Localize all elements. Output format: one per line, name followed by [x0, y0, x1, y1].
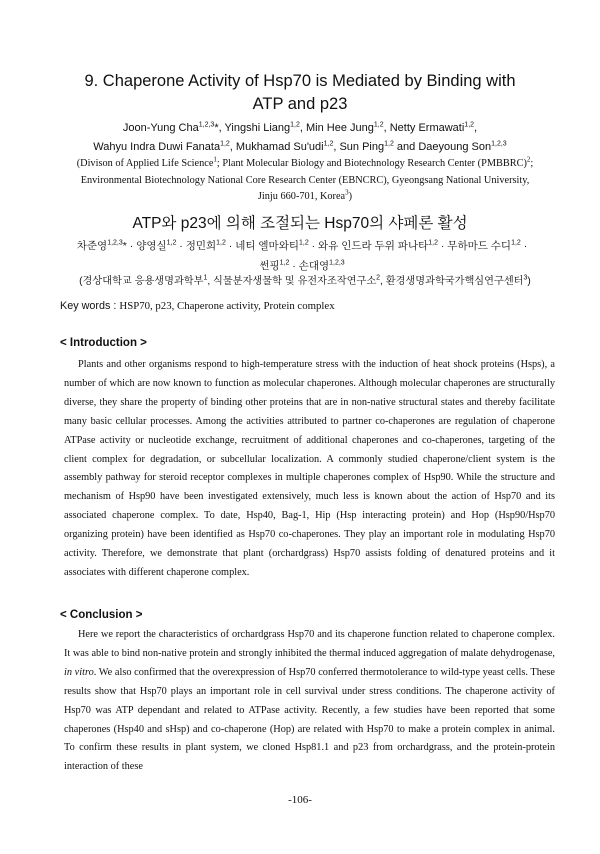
- affiliation-block: (Divison of Applied Life Science$^1$; Plant Molecular Biology and Biotechnology Research Center (PMBBRC)$^2$; Environmental Biotechnology National Core Research Center (EBNCRC), Gyeongsang National University, Jinju 660-701, Korea$^3$): [76, 155, 534, 202]
- korean-title: ATP와 p23에 의해 조절되는 Hsp70의 샤페론 활성: [132, 215, 468, 232]
- keywords-label: Key words :: [60, 300, 120, 312]
- conclusion-paragraph: Here we report the characteristics of orchardgrass Hsp70 and its chaperone function related to chaperone complex. It was able to bind non-native protein and strongly inhibited the thermal induced aggregation of malate dehydrogenase, in vitro. We also confirmed that the overexpression of Hsp70 conferred thermotolerance to wild-type yeast cells. These results show that Hsp70 plays an important role in cell survival under stress conditions. The chaperone activity of Hsp70 was ATP dependant and related to ATPase activity. Recently, a few studies have been reported that some chaperones (Hsp40 and sHsp) and co-chaperone (Hop) are related with Hsp70 to make a protein complex in animal. To confirm these results in plant system, we cloned Hsp81.1 and p23 from orchardgrass, and the protein-protein interaction of these: [64, 629, 555, 773]
- keywords-line: [60, 300, 335, 312]
- author-list: Joon-Yung Cha$^{1,2,3}$*, Yingshi Liang$^{1,2}$, Min Hee Jung$^{1,2}$, Netty Ermawati$^{1,2}$, Wahyu Indra Duwi Fanata$^{1,2}$, Mukhamad Su'udi$^{1,2}$, Sun Ping$^{1,2}$ and Daeyoung Son$^{1,2,3}$: [93, 121, 507, 153]
- introduction-paragraph: Plants and other organisms respond to high-temperature stress with the induction of heat shock proteins (Hsps), a number of which are now known to function as molecular chaperones. Although molecular chaperones are structurally diverse, they share the property of binding other proteins that are in non-native structural states and thereby facilitate many basic cellular processes. Among the activities attributed to partner co-chaperones are regulation of chaperone ATPase activity or nucleotide exchange, recruitment of additional chaperones and co-chaperones, targeting of the client complex for degradation, or subcellular localization. A commonly studied chaperone/client system is the assembly pathway for steroid receptor complexes in multiple chaperones complex of Hsp90. While the structure and mechanism of Hsp90 have been investigated extensively, much less is known about the action of Hsp70 and its associated chaperone complex. To date, Hsp40, Bag-1, Hip (Hsp interacting protein) and Hop (Hsp90/Hsp70 organizing protein) have been identified as Hsp70 co-chaperones. They play an important role in modulating Hsp70 activity. Therefore, we demonstrate that plant (orchardgrass) Hsp70 assists folding of denatured proteins and it associates with different chaperone complex.: [64, 359, 555, 578]
- korean-affiliation: (경상대학교 응용생명과학부$^1$, 식물분자생물학 및 유전자조작연구소$^2$, 환경생명과학국가핵심연구센터$^3$): [79, 274, 531, 287]
- paper-title-line-2: ATP and p23: [252, 95, 348, 113]
- conclusion-heading: < Conclusion >: [60, 609, 143, 621]
- page-number: -106-: [288, 794, 312, 806]
- paper-title-line-1: 9. Chaperone Activity of Hsp70 is Mediated by Binding with: [84, 72, 516, 90]
- korean-author-list: 차준영$^{1,2,3}$* · 양영실$^{1,2}$ · 정민희$^{1,2}$ · 네티 엘마와티$^{1,2}$ · 와유 인드라 두위 파나타$^{1,2}$ · 무하마드 수디$^{1,2}$ · 썬핑$^{1,2}$ · 손대영$^{1,2,3}$: [76, 239, 528, 272]
- introduction-heading: < Introduction >: [60, 337, 147, 349]
- keywords-value: HSP70, p23, Chaperone activity, Protein complex: [119, 300, 335, 312]
